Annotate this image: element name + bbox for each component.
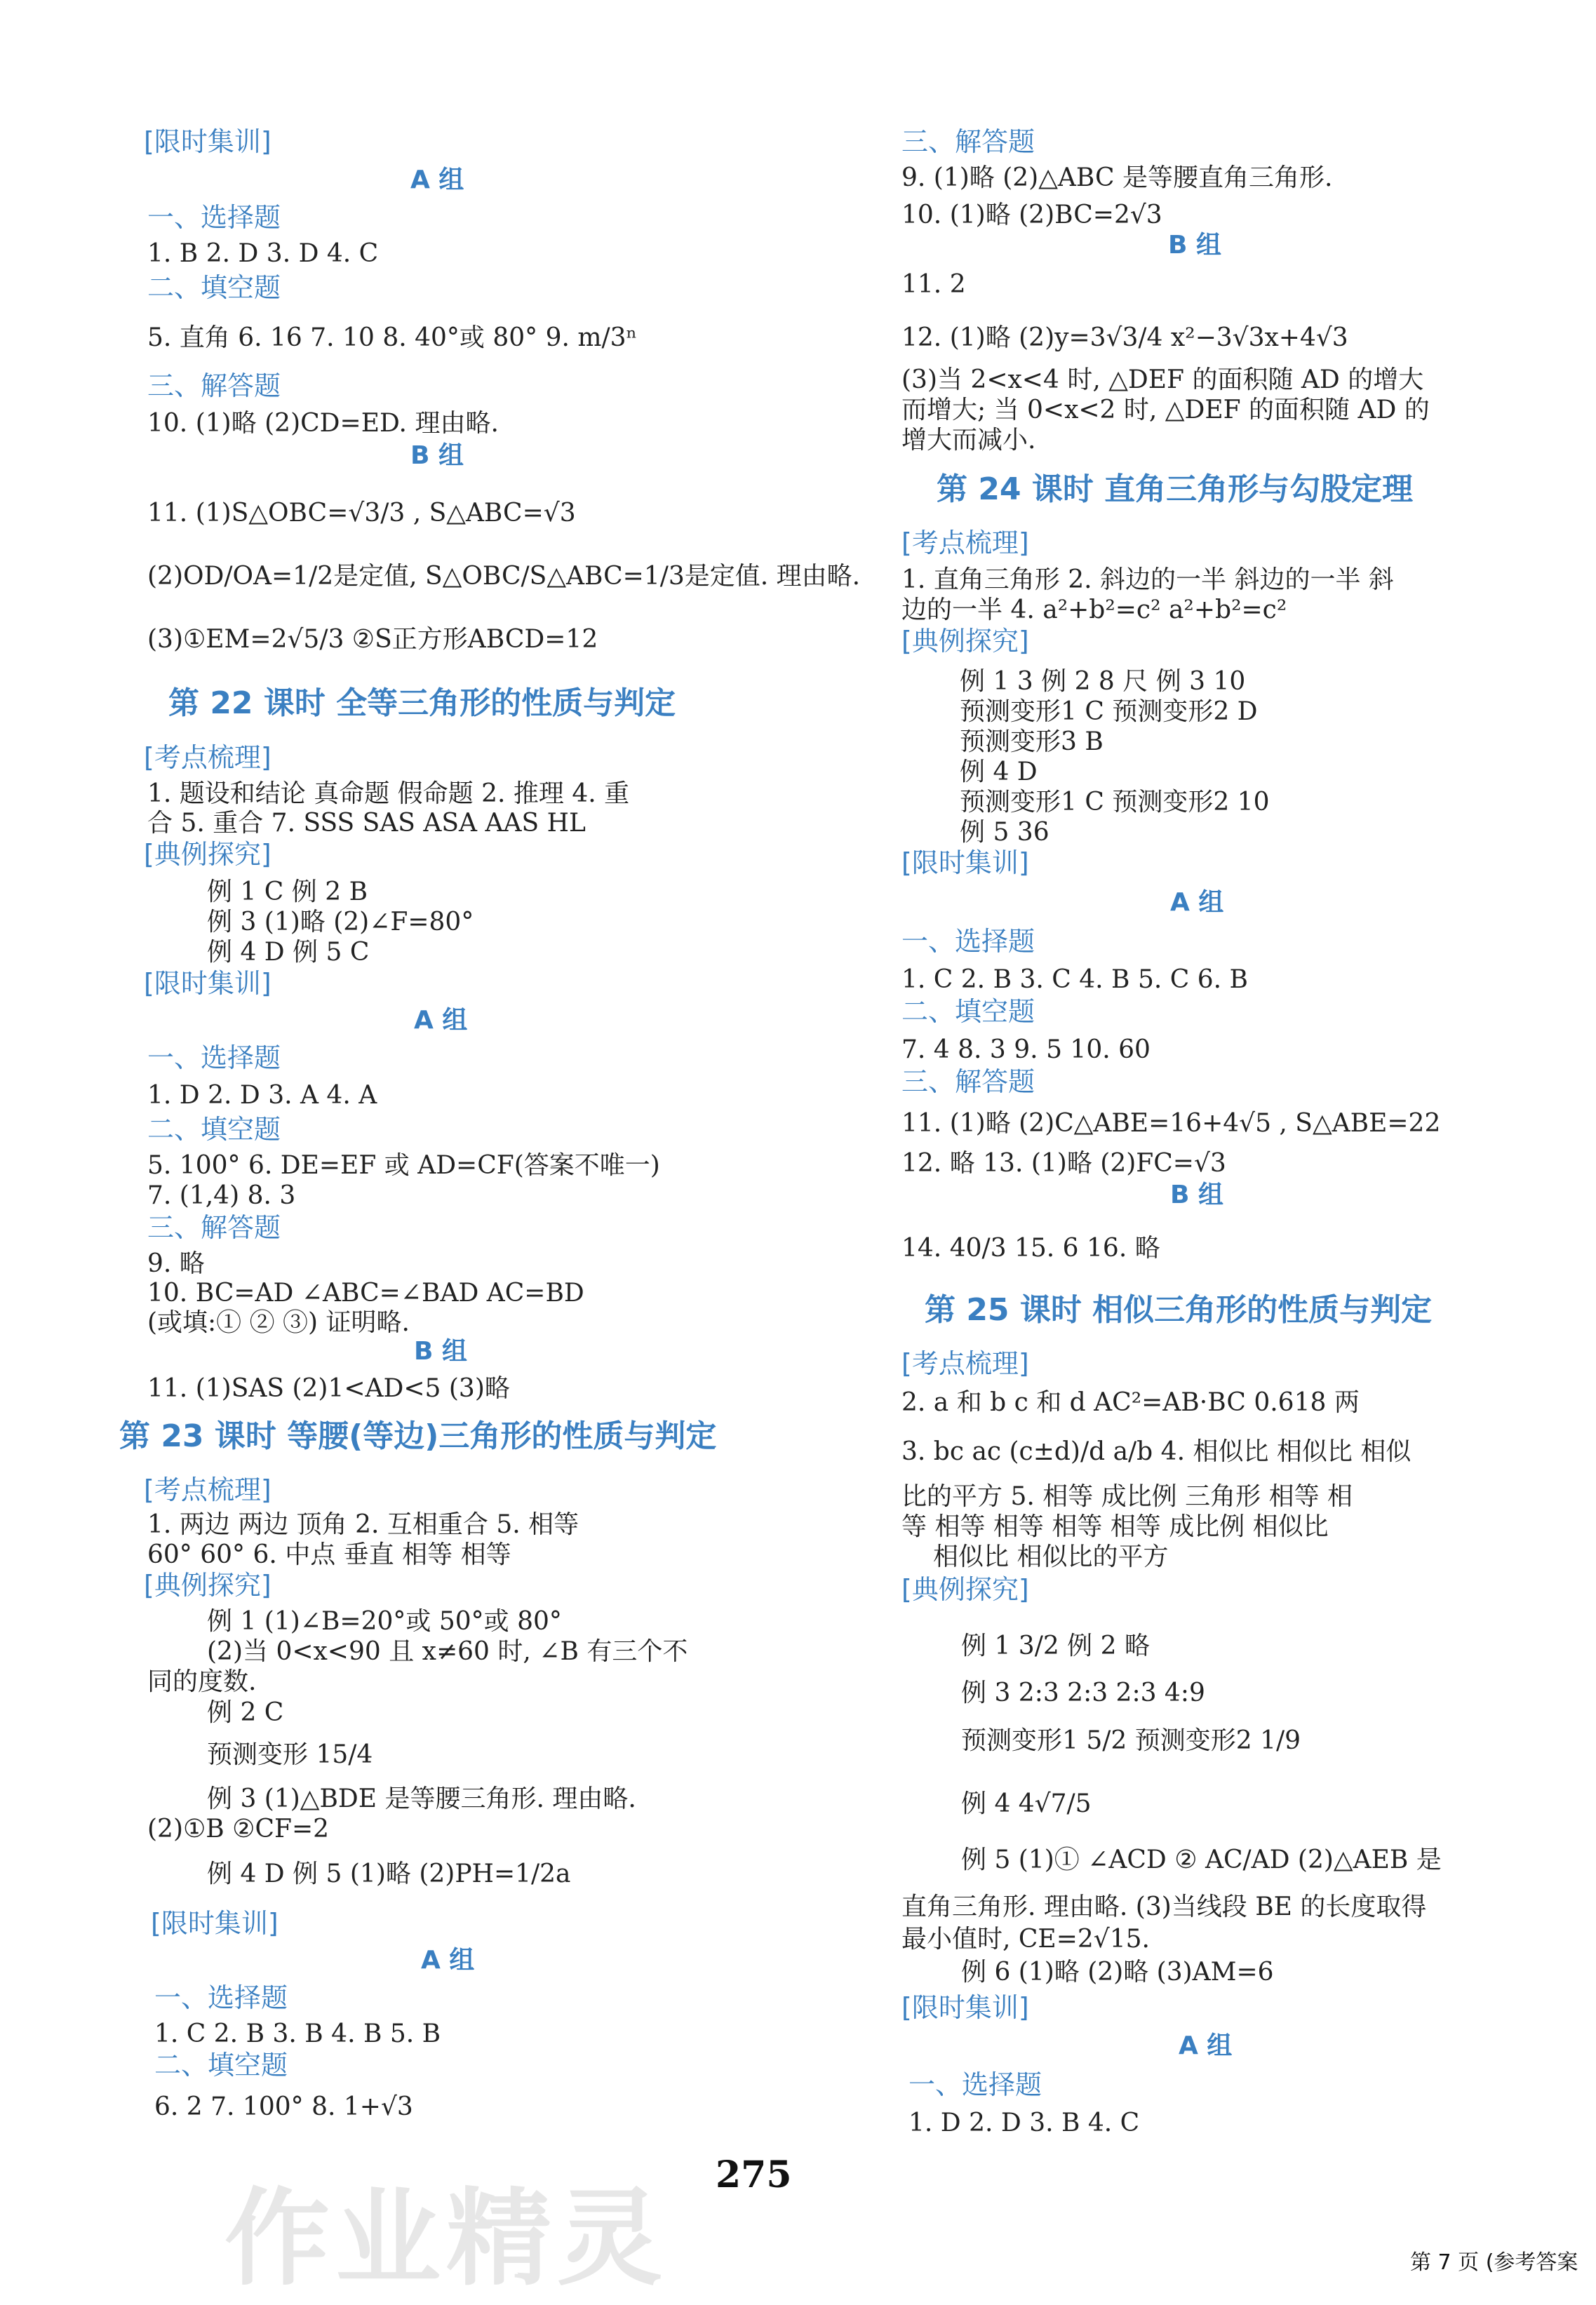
group-heading: B 组 [1170, 1181, 1223, 1209]
answer-line: 1. D 2. D 3. B 4. C [908, 2109, 1140, 2137]
answer-line: 比的平方 5. 相等 成比例 三角形 相等 相 [901, 1482, 1353, 1511]
section-heading: 一、选择题 [908, 2069, 1042, 2100]
group-heading: B 组 [410, 441, 464, 470]
answer-line: 预测变形1 C 预测变形2 D [960, 697, 1258, 726]
bracket-heading: [考点梳理] [901, 527, 1029, 558]
section-heading: 二、填空题 [901, 996, 1035, 1027]
answer-line: 1. D 2. D 3. A 4. A [147, 1081, 377, 1110]
answer-line: 等 相等 相等 相等 相等 成比例 相似比 [901, 1512, 1329, 1541]
answer-line: 3. bc ac (c±d)/d a/b 4. 相似比 相似比 相似 [901, 1437, 1411, 1466]
answer-line: 例 3 2:3 2:3 2:3 4:9 [961, 1679, 1205, 1707]
bracket-heading: [限时集训] [144, 968, 271, 999]
answer-line: 合 5. 重合 7. SSS SAS ASA AAS HL [147, 809, 586, 838]
bracket-heading: [限时集训] [151, 1908, 279, 1939]
answer-line: 例 5 36 [960, 818, 1050, 847]
answer-line: 例 4 D 例 5 C [207, 938, 370, 967]
answer-line: (3)①EM=2√5/3 ②S正方形ABCD=12 [147, 625, 598, 654]
section-heading: 三、解答题 [147, 370, 281, 401]
answer-line: 例 4 D 例 5 (1)略 (2)PH=1/2a [207, 1860, 571, 1888]
group-heading: A 组 [414, 1006, 468, 1035]
answer-line: 1. B 2. D 3. D 4. C [147, 239, 379, 268]
answer-line: (3)当 2<x<4 时, △DEF 的面积随 AD 的增大 [901, 365, 1424, 394]
answer-line: 11. (1)SAS (2)1<AD<5 (3)略 [147, 1374, 510, 1403]
answer-line: 例 2 C [207, 1698, 284, 1727]
bracket-heading: [限时集训] [901, 1992, 1029, 2023]
answer-line: 而增大; 当 0<x<2 时, △DEF 的面积随 AD 的 [901, 396, 1430, 424]
section-heading: 二、填空题 [147, 272, 281, 303]
group-heading: A 组 [421, 1946, 475, 1975]
answer-line: 11. 2 [901, 270, 966, 299]
answer-line: 相似比 相似比的平方 [933, 1543, 1169, 1571]
answer-line: 例 1 C 例 2 B [207, 878, 368, 906]
answer-line: 10. (1)略 (2)BC=2√3 [901, 201, 1162, 229]
answer-line: (2)①B ②CF=2 [147, 1815, 330, 1843]
group-heading: B 组 [1168, 231, 1221, 260]
answer-line: 7. (1,4) 8. 3 [147, 1181, 296, 1210]
group-heading: A 组 [410, 166, 464, 194]
answer-line: 例 4 4√7/5 [961, 1789, 1092, 1818]
bracket-heading: [考点梳理] [144, 1474, 271, 1505]
bracket-heading: [考点梳理] [901, 1348, 1029, 1379]
section-heading: 一、选择题 [147, 1042, 281, 1073]
section-heading: 一、选择题 [901, 926, 1035, 957]
answer-line: 例 3 (1)△BDE 是等腰三角形. 理由略. [207, 1785, 636, 1813]
answer-line: 14. 40/3 15. 6 16. 略 [901, 1234, 1160, 1263]
answer-line: 1. 直角三角形 2. 斜边的一半 斜边的一半 斜 [901, 565, 1394, 594]
lesson-title: 第 24 课时 直角三角形与勾股定理 [937, 471, 1414, 507]
answer-line: 例 1 3 例 2 8 尺 例 3 10 [960, 667, 1246, 696]
answer-line: 6. 2 7. 100° 8. 1+√3 [154, 2092, 413, 2121]
answer-line: 11. (1)略 (2)C△ABE=16+4√5 , S△ABE=22 [901, 1109, 1441, 1138]
answer-line: 2. a 和 b c 和 d AC²=AB·BC 0.618 两 [901, 1388, 1360, 1417]
lesson-title: 第 25 课时 相似三角形的性质与判定 [925, 1292, 1433, 1328]
watermark-text: 作业精灵 [224, 2178, 669, 2300]
answer-line: 12. (1)略 (2)y=3√3/4 x²−3√3x+4√3 [901, 323, 1348, 352]
lesson-title: 第 22 课时 全等三角形的性质与判定 [168, 685, 676, 721]
answer-line: 例 1 (1)∠B=20°或 50°或 80° [207, 1607, 562, 1636]
bracket-heading: [典例探究] [144, 839, 271, 870]
answer-line: 例 5 (1)① ∠ACD ② AC/AD (2)△AEB 是 [961, 1846, 1442, 1874]
lesson-title: 第 23 课时 等腰(等边)三角形的性质与判定 [119, 1418, 717, 1454]
page-footer: 第 7 页 (参考答案 [1410, 2250, 1578, 2275]
section-heading: 三、解答题 [901, 1066, 1035, 1097]
bracket-heading: [限时集训] [144, 126, 271, 157]
answer-line: 最小值时, CE=2√15. [901, 1925, 1150, 1954]
bracket-heading: [典例探究] [901, 626, 1029, 657]
section-heading: 二、填空题 [154, 2050, 288, 2081]
answer-line: 例 6 (1)略 (2)略 (3)AM=6 [961, 1958, 1274, 1987]
answer-line: 预测变形 15/4 [207, 1740, 373, 1769]
answer-line: 同的度数. [147, 1667, 257, 1696]
answer-line: 10. BC=AD ∠ABC=∠BAD AC=BD [147, 1279, 584, 1308]
answer-line: 1. 题设和结论 真命题 假命题 2. 推理 4. 重 [147, 779, 630, 808]
answer-line: 例 3 (1)略 (2)∠F=80° [207, 908, 474, 936]
bracket-heading: [典例探究] [901, 1574, 1029, 1605]
page-number: 275 [716, 2153, 792, 2196]
answer-line: 例 4 D [960, 758, 1038, 786]
answer-line: (2)当 0<x<90 且 x≠60 时, ∠B 有三个不 [207, 1637, 688, 1666]
answer-line: 1. C 2. B 3. B 4. B 5. B [154, 2020, 441, 2048]
answer-line: 增大而减小. [901, 426, 1036, 455]
answer-line: 11. (1)S△OBC=√3/3 , S△ABC=√3 [147, 499, 576, 527]
answer-line: 预测变形1 5/2 预测变形2 1/9 [961, 1726, 1301, 1755]
section-heading: 一、选择题 [154, 1982, 288, 2013]
answer-line: 边的一半 4. a²+b²=c² a²+b²=c² [901, 596, 1287, 624]
answer-line: 预测变形3 B [960, 727, 1104, 756]
answer-line: 5. 100° 6. DE=EF 或 AD=CF(答案不唯一) [147, 1151, 660, 1180]
section-heading: 一、选择题 [147, 202, 281, 233]
bracket-heading: [限时集训] [901, 847, 1029, 878]
answer-line: 60° 60° 6. 中点 垂直 相等 相等 [147, 1540, 511, 1569]
section-heading: 三、解答题 [147, 1212, 281, 1243]
answer-line: 9. 略 [147, 1249, 205, 1278]
answer-line: 1. C 2. B 3. C 4. B 5. C 6. B [901, 965, 1248, 994]
answer-line: 10. (1)略 (2)CD=ED. 理由略. [147, 409, 499, 438]
bracket-heading: [考点梳理] [144, 742, 271, 773]
section-heading: 二、填空题 [147, 1114, 281, 1145]
bracket-heading: [典例探究] [144, 1570, 271, 1601]
group-heading: A 组 [1179, 2031, 1233, 2060]
answer-line: (2)OD/OA=1/2是定值, S△OBC/S△ABC=1/3是定值. 理由略. [147, 562, 861, 591]
group-heading: B 组 [414, 1337, 467, 1366]
answer-line: 预测变形1 C 预测变形2 10 [960, 788, 1270, 817]
answer-line: (或填:① ② ③) 证明略. [147, 1308, 410, 1337]
section-heading: 三、解答题 [901, 126, 1035, 157]
answer-line: 1. 两边 两边 顶角 2. 互相重合 5. 相等 [147, 1510, 579, 1539]
answer-line: 9. (1)略 (2)△ABC 是等腰直角三角形. [901, 163, 1333, 192]
group-heading: A 组 [1170, 888, 1224, 917]
answer-line: 例 1 3/2 例 2 略 [961, 1632, 1150, 1660]
answer-line: 12. 略 13. (1)略 (2)FC=√3 [901, 1149, 1226, 1178]
answer-line: 7. 4 8. 3 9. 5 10. 60 [901, 1035, 1151, 1064]
answer-line: 直角三角形. 理由略. (3)当线段 BE 的长度取得 [901, 1893, 1427, 1921]
answer-line: 5. 直角 6. 16 7. 10 8. 40°或 80° 9. m/3ⁿ [147, 323, 638, 352]
